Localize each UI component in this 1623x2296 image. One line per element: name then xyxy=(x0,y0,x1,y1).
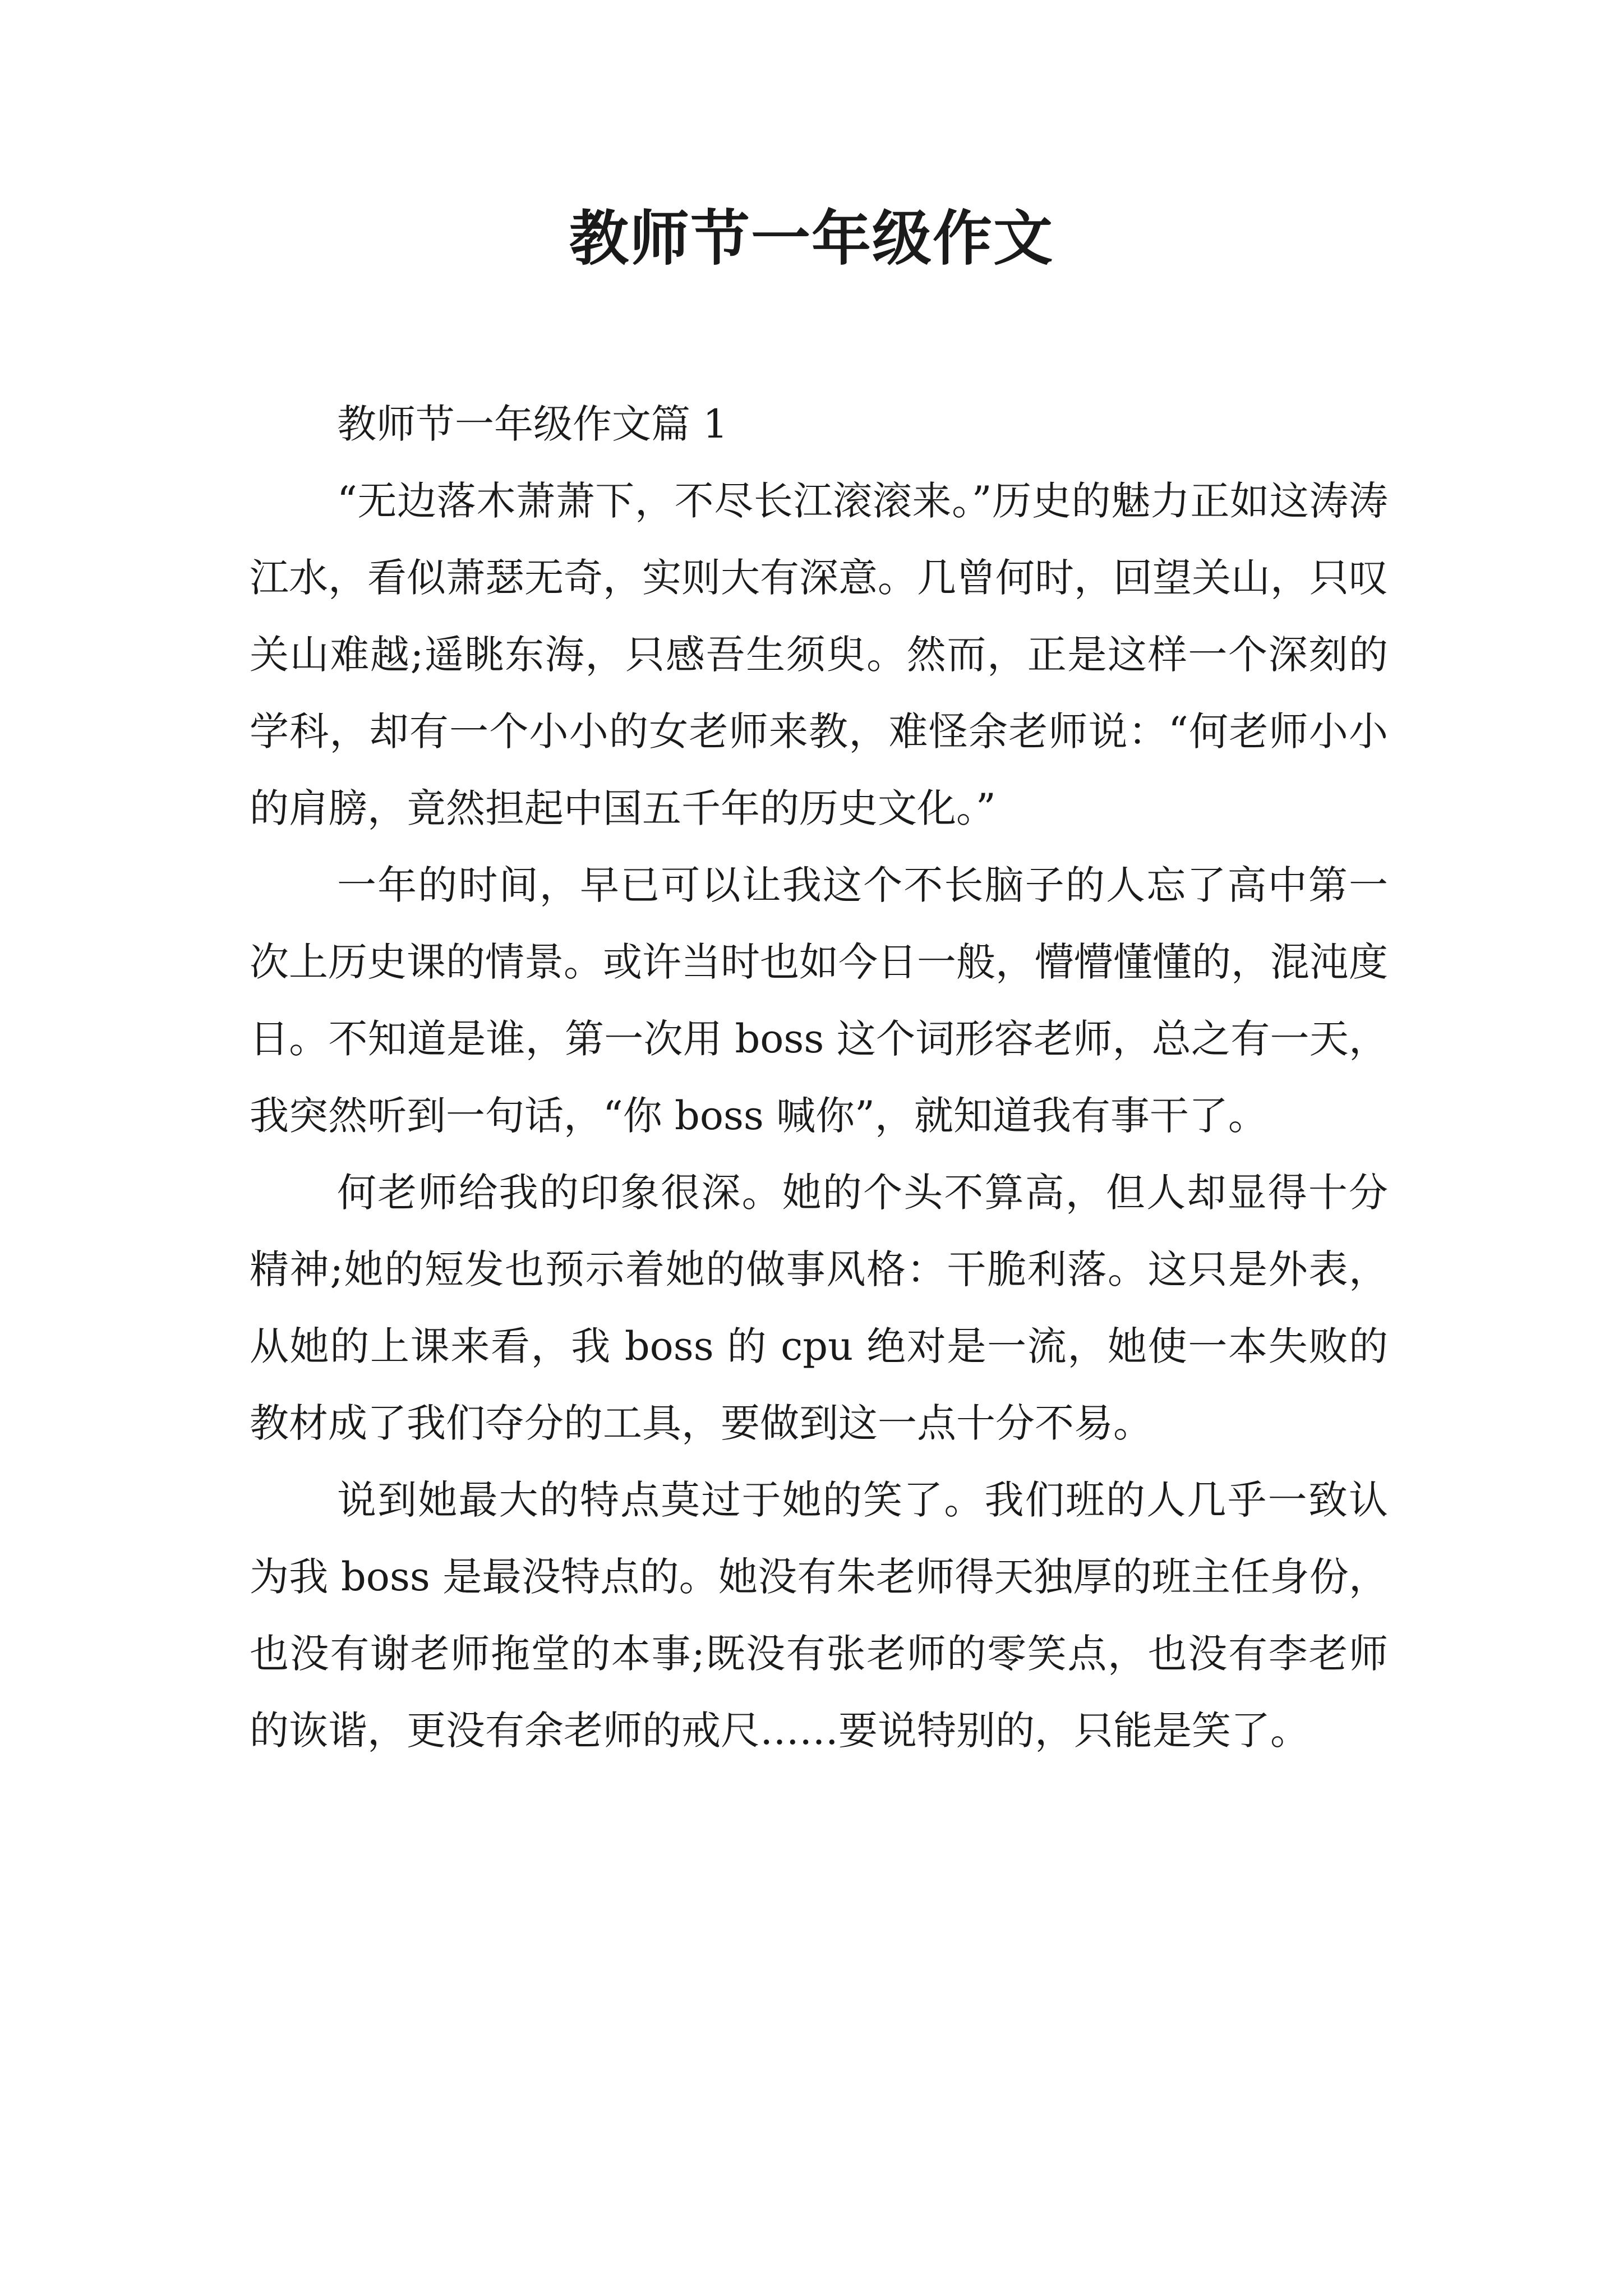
document-body xyxy=(250,386,1388,1769)
paragraph-2: 一年的时间，早已可以让我这个不长脑子的人忘了高中第一次上历史课的情景。或许当时也如今日一般，懵懵懂懂的，混沌度日。不知道是谁，第一次用 boss 这个词形容老师，总之有一天，我突然听到一句话，“你 boss 喊你”，就知道我有事干了。 xyxy=(250,862,1388,1139)
section-heading: 教师节一年级作文篇 1 xyxy=(337,401,728,447)
document-title: 教师节一年级作文 xyxy=(569,203,1054,273)
paragraph-1: “无边落木萧萧下，不尽长江滚滚来。”历史的魅力正如这涛涛江水，看似萧瑟无奇，实则大有深意。几曾何时，回望关山，只叹关山难越;遥眺东海，只感吾生须臾。然而，正是这样一个深刻的学科，却有一个小小的女老师来教，难怪余老师说：“何老师小小的肩膀，竟然担起中国五千年的历史文化。” xyxy=(250,478,1388,831)
paragraph-3: 何老师给我的印象很深。她的个头不算高，但人却显得十分精神;她的短发也预示着她的做事风格：干脆利落。这只是外表，从她的上课来看，我 boss 的 cpu 绝对是一流，她使一本失败的教材成了我们夺分的工具，要做到这一点十分不易。 xyxy=(250,1170,1388,1446)
paragraph-4: 说到她最大的特点莫过于她的笑了。我们班的人几乎一致认为我 boss 是最没特点的。她没有朱老师得天独厚的班主任身份，也没有谢老师拖堂的本事;既没有张老师的零笑点，也没有李老师的诙谐，更没有余老师的戒尺……要说特别的，只能是笑了。 xyxy=(250,1477,1388,1754)
